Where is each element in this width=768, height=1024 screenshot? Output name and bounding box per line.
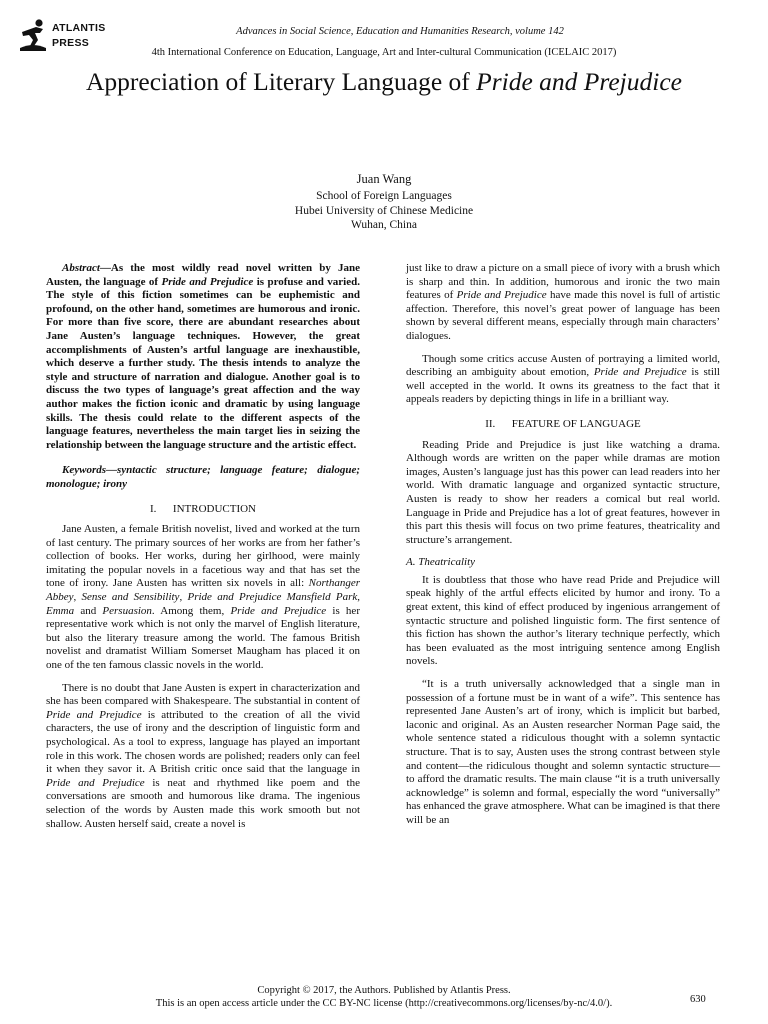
intro-paragraph-3: Though some critics accuse Austen of portraying a limited world, describing an ambiguity about emotion, Pride and Prejudice is still well accepted in the world. It owns its greatness to the fact that it appeals readers by depicting things in life in a brilliant way. [406,352,720,406]
section-heading-introduction: I. INTRODUCTION [149,502,257,515]
theatricality-paragraph-1: It is doubtless that those who have read Pride and Prejudice will speak highly of the artful effects elicited by humor and irony. To a great extent, this kind of effect produced by ingenious arrangement of syntactic structure and polished linguistic form. The first sentence of this fiction has shown the author’s literary technique perfectly, which has been evaluated as the most intriguing sentence among English novels. [406,573,720,668]
author-name: Juan Wang [356,172,412,186]
theatricality-paragraph-2: “It is a truth universally acknowledged that a single man in possession of a fortune must be in want of a wife”. This sentence has represented Jane Austen’s art of irony, which is implicit but barbed, laconic and original. As an Austen researcher Norman Page said, the whole sentence stated a ridiculous thought with a solemn syntactic structure. That is to say, Austen uses the strong contrast between style and content—the ridiculous thought and solemn syntactic structure—to afford the dramatic results. The main clause “it is a truth universally acknowledge” is solemn and formal, especially the word “universally” has enhanced the grave atmosphere. What can be imagined is that there will be an [406,678,720,826]
intro-paragraph-2: There is no doubt that Jane Austen is expert in characterization and she has been compared with Shakespeare. The substantial in content of Pride and Prejudice is attributed to the creation of all the vivid characters, the use of irony and the description of linguistic form and psychological. As a tool to express, language has played an important role in this work. The chosen words are polished; readers only can feel it when they savor it. A British critic once said that the language in Pride and Prejudice is neat and rhythmed like poem and the conversations are smooth and humorous like drama. The ingenious selection of the words by Austen made this work smooth but not shallow. Austen herself said, create a novel is [46,681,360,830]
affiliation-location: Wuhan, China [351,219,417,231]
feature-paragraph-1: Reading Pride and Prejudice is just like watching a drama. Although words are written on the paper while dramas are motion images, Austen’s language just has this power can lead readers into her world. With dramatic language and organized syntactic structure, Austen is ready to show her readers a comical but real world. Language in Pride and Prejudice has a lot of great features, however in this part this thesis will focus on two prime features, theatricality and structure’s arrangement. [406,438,720,546]
right-column [406,262,720,828]
affiliation-university: Hubei University of Chinese Medicine [294,205,474,217]
footer-copyright: Copyright © 2017, the Authors. Published by Atlantis Press. [257,985,511,996]
title-italic: Pride and Prejudice [476,67,682,96]
abstract-lead: Abstract [62,262,100,274]
footer-license: This is an open access article under the CC BY-NC license (http://creativecommons.org/licenses/by-nc/4.0/). [155,998,613,1009]
left-column [46,262,360,831]
conference-header: 4th International Conference on Education, Language, Art and Inter-cultural Communication (ICELAIC 2017) [151,47,617,58]
page-number: 630 [690,994,706,1005]
logo-text-press: PRESS [52,37,90,49]
logo-text-atlantis: ATLANTIS [52,22,106,34]
intro-paragraph-1: Jane Austen, a female British novelist, lived and worked at the turn of last century. The primary sources of her works are from her father’s collection of books. Her works, during her girlhood, were mainly imitating the popular novels in a facetious way and that has set the tone of irony. Jane Austen has written six novels in all: Northanger Abbey, Sense and Sensibility, Pride and Prejudice Mansfield Park, Emma and Persuasion. Among them, Pride and Prejudice is her representative work which is not only the marvel of English literature, but also the literary treasure among the world. The famous British novelist and dramatist William Somerset Maugham has placed it on one of the ten famous classic novels in the world. [46,523,361,672]
paper-title [40,66,728,97]
subsection-heading-theatricality: A. Theatricality [406,556,476,569]
intro-paragraph-2-continued: just like to draw a picture on a small piece of ivory with a brush which is sharp and thin. In addition, humorous and ironic the two main features of Pride and Prejudice have made this novel is full of artistic affection. Therefore, this novel’s great power of language has been shown by several different means, especially through main characters’ dialogues. [406,262,720,342]
title-main: Appreciation of Literary Language of [86,67,477,96]
abstract: Abstract—As the most wildly read novel written by Jane Austen, the language of Pride and Prejudice is profuse and varied. The style of this fiction sometimes can be euphemistic and profound, on the other hand, sometimes are humorous and ironic. For more than five score, there are abundant researches about Jane Austen’s language techniques. However, the great accomplishments of Austen’s artful language are inexhaustible, which deserve a further study. The thesis intends to analyze the style and structure of narration and dialogue. Another goal is to discuss the two types of language’s great affection and the way author makes the fiction iconic and dramatic by using language skills. The thesis could relate to the different aspects of the language features, nevertheless the main target lies in seizing the relationship between the language structure and the artistic effect. [46,262,360,451]
keywords: Keywords—syntactic structure; language feature; dialogue; monologue; irony [46,464,360,490]
affiliation-dept: School of Foreign Languages [316,190,452,202]
journal-header: Advances in Social Science, Education and Humanities Research, volume 142 [236,26,564,37]
section-heading-feature-of-language: II. FEATURE OF LANGUAGE [485,417,641,430]
